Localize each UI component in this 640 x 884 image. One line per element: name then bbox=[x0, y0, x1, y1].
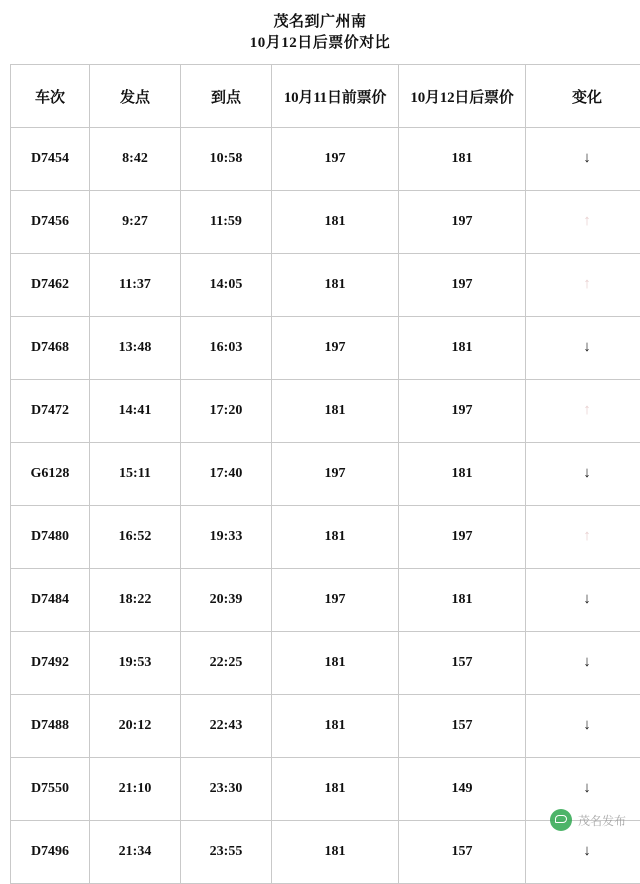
arrow-down-icon: ↓ bbox=[583, 718, 591, 733]
cell-price-before: 181 bbox=[272, 821, 399, 884]
cell-depart: 13:48 bbox=[90, 317, 181, 380]
cell-price-after: 181 bbox=[399, 443, 526, 506]
cell-price-before: 181 bbox=[272, 758, 399, 821]
arrow-down-icon: ↓ bbox=[583, 466, 591, 481]
arrow-up-icon: ↑ bbox=[583, 529, 591, 544]
table-row bbox=[11, 380, 640, 443]
cell-change bbox=[526, 506, 640, 569]
cell-price-after: 157 bbox=[399, 821, 526, 884]
cell-arrive: 17:40 bbox=[181, 443, 272, 506]
cell-price-before: 197 bbox=[272, 443, 399, 506]
cell-change bbox=[526, 254, 640, 317]
arrow-down-icon: ↓ bbox=[583, 781, 591, 796]
cell-price-after: 197 bbox=[399, 254, 526, 317]
cell-train: D7456 bbox=[11, 191, 90, 254]
table-row bbox=[11, 758, 640, 821]
table-row bbox=[11, 191, 640, 254]
cell-depart: 11:37 bbox=[90, 254, 181, 317]
cell-change bbox=[526, 443, 640, 506]
table-row bbox=[11, 569, 640, 632]
cell-price-after: 197 bbox=[399, 380, 526, 443]
table-row bbox=[11, 695, 640, 758]
cell-train: G6128 bbox=[11, 443, 90, 506]
cell-train: D7484 bbox=[11, 569, 90, 632]
cell-price-before: 181 bbox=[272, 506, 399, 569]
table-row bbox=[11, 443, 640, 506]
cell-train: D7492 bbox=[11, 632, 90, 695]
cell-arrive: 10:58 bbox=[181, 128, 272, 191]
table-row bbox=[11, 128, 640, 191]
cell-price-before: 197 bbox=[272, 128, 399, 191]
cell-change bbox=[526, 695, 640, 758]
cell-arrive: 19:33 bbox=[181, 506, 272, 569]
cell-price-after: 157 bbox=[399, 695, 526, 758]
cell-depart: 21:34 bbox=[90, 821, 181, 884]
cell-depart: 14:41 bbox=[90, 380, 181, 443]
table-header-row bbox=[11, 65, 640, 128]
cell-depart: 16:52 bbox=[90, 506, 181, 569]
cell-change bbox=[526, 128, 640, 191]
cell-train: D7462 bbox=[11, 254, 90, 317]
table-header bbox=[11, 65, 640, 128]
cell-arrive: 16:03 bbox=[181, 317, 272, 380]
cell-arrive: 11:59 bbox=[181, 191, 272, 254]
cell-price-after: 149 bbox=[399, 758, 526, 821]
cell-arrive: 20:39 bbox=[181, 569, 272, 632]
cell-train: D7496 bbox=[11, 821, 90, 884]
cell-price-after: 181 bbox=[399, 128, 526, 191]
table-row bbox=[11, 317, 640, 380]
cell-train: D7468 bbox=[11, 317, 90, 380]
cell-price-before: 181 bbox=[272, 191, 399, 254]
cell-change bbox=[526, 317, 640, 380]
cell-train: D7488 bbox=[11, 695, 90, 758]
cell-change bbox=[526, 191, 640, 254]
arrow-down-icon: ↓ bbox=[583, 592, 591, 607]
cell-price-before: 181 bbox=[272, 254, 399, 317]
cell-price-before: 181 bbox=[272, 380, 399, 443]
document-title bbox=[10, 0, 630, 64]
cell-change bbox=[526, 380, 640, 443]
watermark bbox=[550, 809, 626, 831]
cell-change bbox=[526, 569, 640, 632]
title-line-1: 茂名到广州南 bbox=[10, 12, 630, 33]
cell-arrive: 23:55 bbox=[181, 821, 272, 884]
column-header-train: 车次 bbox=[11, 65, 90, 128]
cell-price-before: 181 bbox=[272, 695, 399, 758]
table-row bbox=[11, 821, 640, 884]
arrow-up-icon: ↑ bbox=[583, 214, 591, 229]
column-header-change: 变化 bbox=[526, 65, 640, 128]
table-row bbox=[11, 506, 640, 569]
cell-price-after: 181 bbox=[399, 569, 526, 632]
cell-arrive: 22:43 bbox=[181, 695, 272, 758]
cell-price-after: 181 bbox=[399, 317, 526, 380]
column-header-price-after: 10月12日后票价 bbox=[399, 65, 526, 128]
title-line-2: 10月12日后票价对比 bbox=[10, 33, 630, 54]
cell-depart: 19:53 bbox=[90, 632, 181, 695]
column-header-depart: 发点 bbox=[90, 65, 181, 128]
cell-arrive: 14:05 bbox=[181, 254, 272, 317]
table-body bbox=[11, 128, 640, 884]
cell-price-before: 197 bbox=[272, 317, 399, 380]
cell-depart: 15:11 bbox=[90, 443, 181, 506]
cell-train: D7480 bbox=[11, 506, 90, 569]
arrow-up-icon: ↑ bbox=[583, 403, 591, 418]
arrow-up-icon: ↑ bbox=[583, 277, 591, 292]
cell-train: D7550 bbox=[11, 758, 90, 821]
cell-depart: 9:27 bbox=[90, 191, 181, 254]
cell-price-before: 181 bbox=[272, 632, 399, 695]
column-header-price-before: 10月11日前票价 bbox=[272, 65, 399, 128]
cell-price-after: 197 bbox=[399, 506, 526, 569]
column-header-arrive: 到点 bbox=[181, 65, 272, 128]
wechat-icon bbox=[550, 809, 572, 831]
cell-depart: 18:22 bbox=[90, 569, 181, 632]
cell-depart: 8:42 bbox=[90, 128, 181, 191]
arrow-down-icon: ↓ bbox=[583, 655, 591, 670]
cell-arrive: 22:25 bbox=[181, 632, 272, 695]
cell-arrive: 17:20 bbox=[181, 380, 272, 443]
cell-arrive: 23:30 bbox=[181, 758, 272, 821]
watermark-label: 茂名发布 bbox=[578, 812, 626, 829]
cell-price-before: 197 bbox=[272, 569, 399, 632]
cell-depart: 20:12 bbox=[90, 695, 181, 758]
fare-comparison-table bbox=[10, 64, 640, 884]
table-row bbox=[11, 632, 640, 695]
cell-price-after: 197 bbox=[399, 191, 526, 254]
cell-depart: 21:10 bbox=[90, 758, 181, 821]
cell-change bbox=[526, 632, 640, 695]
arrow-down-icon: ↓ bbox=[583, 151, 591, 166]
cell-train: D7454 bbox=[11, 128, 90, 191]
arrow-down-icon: ↓ bbox=[583, 340, 591, 355]
table-row bbox=[11, 254, 640, 317]
cell-train: D7472 bbox=[11, 380, 90, 443]
arrow-down-icon: ↓ bbox=[583, 844, 591, 859]
cell-price-after: 157 bbox=[399, 632, 526, 695]
